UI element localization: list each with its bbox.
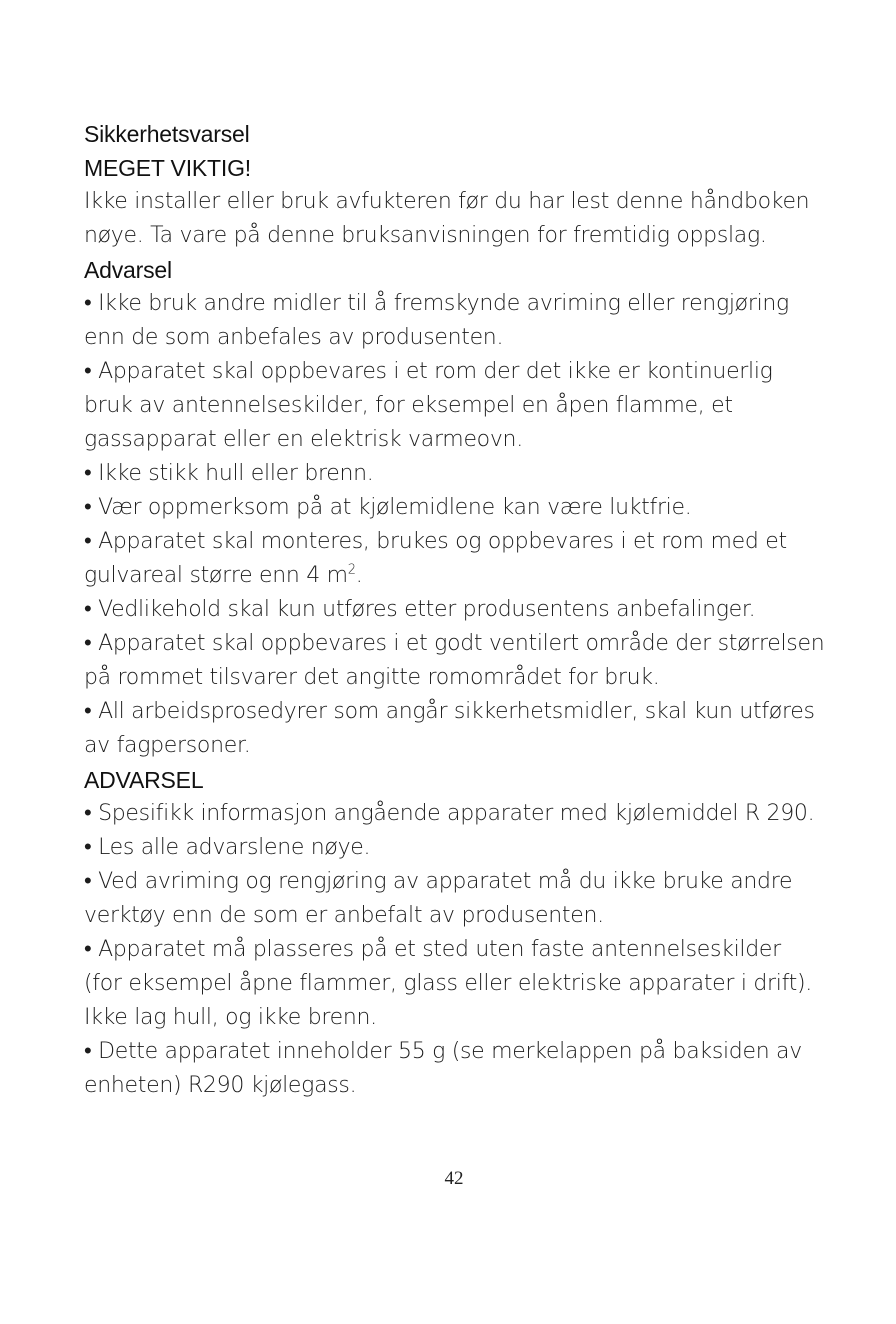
warning-caps-item-line: • Apparatet må plasseres på et sted uten faste antennelseskilder <box>84 937 781 962</box>
floor-area-text: gulvareal større enn 4 m <box>84 563 348 588</box>
manual-page-body <box>84 117 884 1103</box>
squared-superscript: 2 <box>347 562 356 578</box>
warning-item-line: på rommet tilsvarer det angitte romområdet for bruk. <box>84 665 660 690</box>
warning-item-line: av fagpersoner. <box>84 733 251 758</box>
warning-list <box>84 287 884 763</box>
warning-item-line: • Vær oppmerksom på at kjølemidlene kan være luktfrie. <box>84 495 692 520</box>
warning-item-line: bruk av antennelseskilder, for eksempel en åpen flamme, et <box>84 393 733 418</box>
warning-caps-item-line: • Ved avriming og rengjøring av apparatet må du ikke bruke andre <box>84 869 793 894</box>
warning-caps-item-line: verktøy enn de som er anbefalt av produsenten. <box>84 903 604 928</box>
warning-item-line: • Apparatet skal oppbevares i et godt ventilert område der størrelsen <box>84 631 825 656</box>
warning-caps-list <box>84 797 884 1103</box>
section-heading-warning-caps: ADVARSEL <box>84 767 204 793</box>
section-heading-very-important: MEGET VIKTIG! <box>84 155 251 181</box>
intro-line: Ikke installer eller bruk avfukteren før du har lest denne håndboken <box>84 189 810 214</box>
warning-item-line: gassapparat eller en elektrisk varmeovn. <box>84 427 523 452</box>
warning-item-line: • Apparatet skal monteres, brukes og oppbevares i et rom med et <box>84 529 787 554</box>
section-heading-warning: Advarsel <box>84 257 172 283</box>
floor-area-period: . <box>355 563 363 588</box>
warning-item-line: enn de som anbefales av produsenten. <box>84 325 504 350</box>
warning-item-line: • Vedlikehold skal kun utføres etter produsentens anbefalinger. <box>84 597 756 622</box>
warning-caps-item-line: • Spesifikk informasjon angående apparater med kjølemiddel R 290. <box>84 801 815 826</box>
page-number: 42 <box>444 1168 464 1189</box>
intro-paragraph <box>84 185 884 253</box>
section-heading-safety-notice: Sikkerhetsvarsel <box>84 121 250 147</box>
warning-item-line: • Ikke bruk andre midler til å fremskynde avriming eller rengjøring <box>84 291 789 316</box>
warning-caps-item-line: Ikke lag hull, og ikke brenn. <box>84 1005 377 1030</box>
warning-item-line-floor-area <box>84 559 884 593</box>
warning-caps-item-line: • Les alle advarslene nøye. <box>84 835 371 860</box>
warning-caps-item-line: • Dette apparatet inneholder 55 g (se merkelappen på baksiden av <box>84 1039 802 1064</box>
warning-item-line: • Ikke stikk hull eller brenn. <box>84 461 374 486</box>
warning-item-line: • Apparatet skal oppbevares i et rom der det ikke er kontinuerlig <box>84 359 773 384</box>
warning-caps-item-line: enheten) R290 kjølegass. <box>84 1073 357 1098</box>
warning-item-line: • All arbeidsprosedyrer som angår sikkerhetsmidler, skal kun utføres <box>84 699 815 724</box>
warning-caps-item-line: (for eksempel åpne flammer, glass eller elektriske apparater i drift). <box>84 971 812 996</box>
intro-line: nøye. Ta vare på denne bruksanvisningen for fremtidig oppslag. <box>84 223 767 248</box>
